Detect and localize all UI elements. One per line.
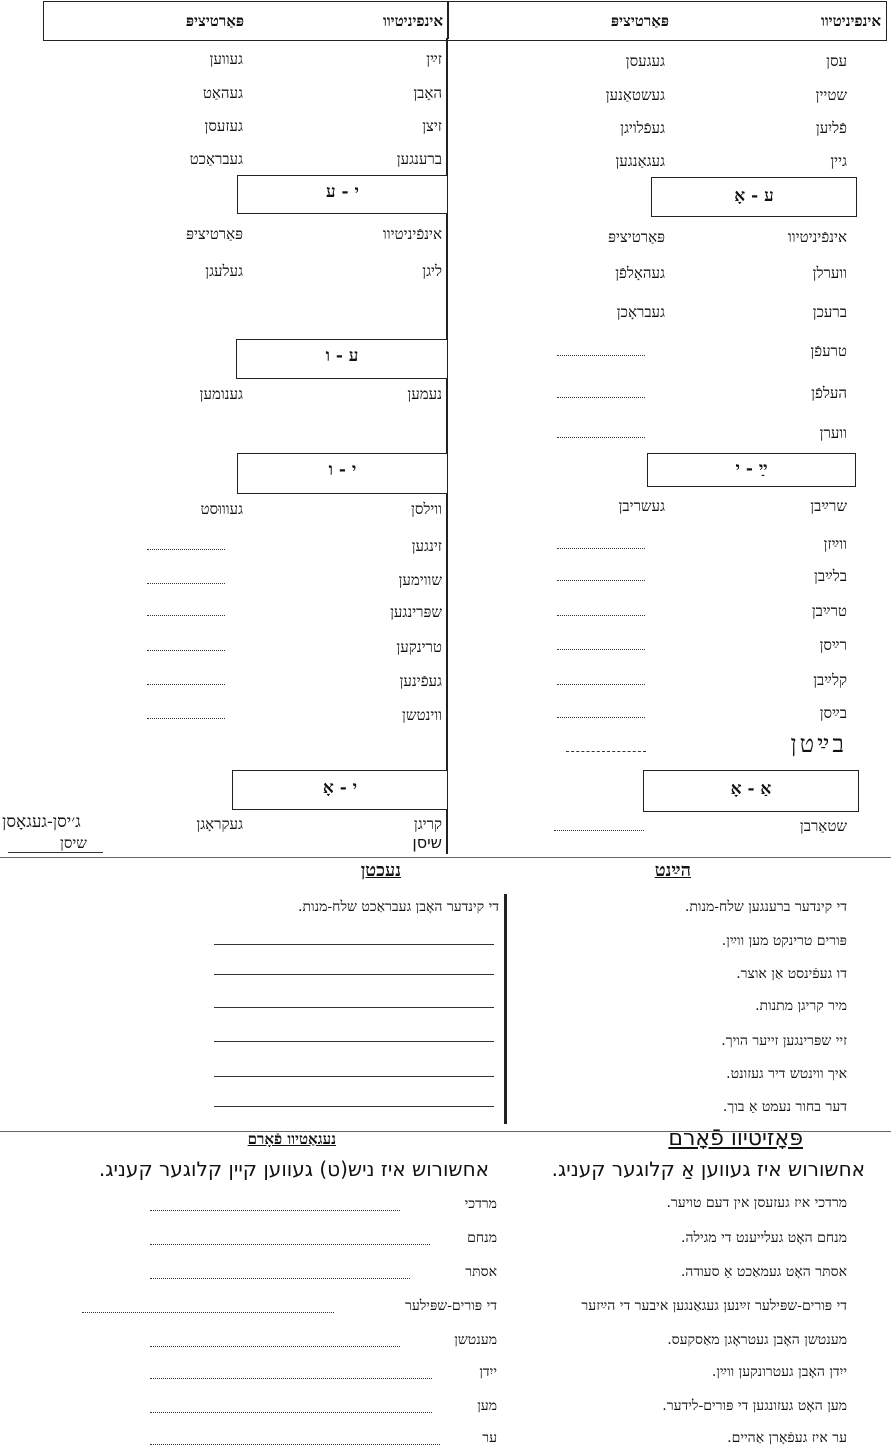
verb-infinitive: ווערלן <box>812 264 847 282</box>
blank-line[interactable] <box>557 684 645 685</box>
answer-line[interactable] <box>214 944 494 945</box>
blank-line[interactable] <box>150 1244 430 1245</box>
section-title-negative: נעגאַטיוו פֿאָרם <box>247 1130 336 1148</box>
sentence: די קינדער ברענגען שלח-מנות. <box>684 899 847 915</box>
verb-infinitive: טרעפֿן <box>810 342 847 360</box>
sentence: דו געפֿינסט אַן אוצר. <box>736 966 847 982</box>
blank-line[interactable] <box>557 355 645 356</box>
vowel-box-label: ע - ו <box>325 346 359 366</box>
verb-infinitive: טרײַבן <box>811 602 847 620</box>
subheader-participle: פּאַרטיציפּ <box>608 228 665 246</box>
negative-subject: מענטשן <box>454 1332 497 1348</box>
sentence: מיר קריגן מתנות. <box>755 998 847 1014</box>
table-center-line <box>446 38 448 854</box>
sentence: מען האָט געזונגען די פּורים-לידער. <box>662 1398 847 1414</box>
sentence: די פּורים-שפּילער זײַנען געגאַנגען איבער די הײַזער <box>581 1298 847 1314</box>
vowel-box-i-o <box>232 770 448 810</box>
verb-participle: געבראַכט <box>189 150 243 168</box>
subheader-participle: פּאַרטיציפּ <box>186 225 243 243</box>
handwritten-verb: בײַטן <box>790 730 847 758</box>
verb-infinitive: קריגן <box>413 815 442 833</box>
verb-infinitive: ליגן <box>422 262 442 280</box>
verb-infinitive: שווימען <box>398 571 442 589</box>
blank-line[interactable] <box>150 1378 432 1379</box>
blank-line[interactable] <box>150 1346 400 1347</box>
sentence: מענטשן האָבן געטראָגן מאַסקעס. <box>667 1332 847 1348</box>
subheader-infinitive: אינפֿיניטיוו <box>787 228 847 246</box>
verb-infinitive: רײַסן <box>819 636 847 654</box>
negative-subject: מרדכי <box>464 1196 497 1212</box>
section-title-present: הײַנט <box>654 860 691 881</box>
verb-infinitive: שטיין <box>815 86 847 104</box>
sentence: ער איז געפֿאָרן אַהיים. <box>727 1430 847 1446</box>
blank-line[interactable] <box>82 1312 334 1313</box>
handwritten-example: אחשורוש איז געווען אַ קלוגער קעניג. <box>551 1157 865 1181</box>
sentence: ייִדן האָבן געטרונקען ווײַן. <box>711 1364 847 1380</box>
verb-participle: גענומען <box>199 385 243 403</box>
verb-infinitive: ברעכן <box>812 303 847 321</box>
negative-subject: מנחם <box>467 1230 497 1246</box>
verb-infinitive: ווינטשן <box>402 706 442 724</box>
verb-participle: געלעגן <box>205 262 243 280</box>
sentence: פּורים טרינקט מען ווײַן. <box>721 933 847 949</box>
verb-participle: געזעסן <box>204 117 243 135</box>
verb-infinitive: זיצן <box>422 117 442 135</box>
sentence: אסתּר האָט געמאַכט אַ סעודה. <box>680 1264 847 1280</box>
blank-line[interactable] <box>147 583 225 584</box>
negative-subject: די פּורים-שפּילער <box>404 1298 497 1314</box>
vowel-box-a-o <box>643 770 859 812</box>
header-divider <box>447 1 449 39</box>
vowel-box-i-u <box>237 453 448 494</box>
verb-infinitive: זינגען <box>411 537 442 555</box>
verb-infinitive: קלײַבן <box>813 671 847 689</box>
verb-infinitive: גיין <box>830 152 847 170</box>
vowel-box-label: ע - אָ <box>734 186 774 206</box>
vowel-box-i-e <box>237 175 448 214</box>
verb-participle: געהאַט <box>202 84 243 102</box>
blank-line[interactable] <box>557 548 645 549</box>
blank-line[interactable] <box>557 717 645 718</box>
blank-line[interactable] <box>150 1210 400 1211</box>
handwritten-example: אחשורוש איז ניש(ט) געווען קיין קלוגער קעניג. <box>98 1157 489 1181</box>
column-divider <box>504 894 507 1124</box>
blank-line[interactable] <box>566 751 646 752</box>
verb-infinitive: האָבן <box>413 84 442 102</box>
verb-participle: געווען <box>209 50 243 68</box>
blank-line[interactable] <box>554 830 644 831</box>
negative-subject: מען <box>477 1398 497 1414</box>
verb-participle: געוווּסט <box>200 500 243 518</box>
answer-line[interactable] <box>214 1106 494 1107</box>
verb-participle: געפֿלויגן <box>620 119 665 137</box>
blank-line[interactable] <box>557 580 645 581</box>
vowel-box-label: י - אָ <box>322 778 358 798</box>
negative-subject: ער <box>482 1430 497 1446</box>
answer-line[interactable] <box>214 1041 494 1042</box>
section-divider <box>0 857 891 858</box>
sentence: די קינדער האָבן געבראַכט שלח-מנות. <box>298 899 499 915</box>
verb-infinitive: העלפֿן <box>811 384 847 402</box>
header-right-participle: פּאַרטיציפּ <box>610 12 669 30</box>
section-title-positive: פּאָזיטיוו פֿאָרם <box>668 1126 803 1151</box>
sentence: מנחם האָט געלייענט די מגילה. <box>681 1230 847 1246</box>
vowel-box-label: אַ - אָ <box>730 779 772 799</box>
blank-line[interactable] <box>557 615 645 616</box>
header-right-infinitive: אינפיניטיוו <box>820 12 881 30</box>
verb-infinitive: שטאַרבן <box>799 817 847 835</box>
verb-infinitive: בײַסן <box>819 704 847 722</box>
verb-participle: געשטאַנען <box>605 86 665 104</box>
vowel-box-label: י - ע <box>326 182 359 202</box>
answer-line[interactable] <box>214 1007 494 1008</box>
verb-participle: געבראָכן <box>616 303 665 321</box>
blank-line[interactable] <box>150 1278 410 1279</box>
header-left-infinitive: אינפיניטיוו <box>382 12 443 30</box>
verb-infinitive: בלײַבן <box>814 567 847 585</box>
vowel-box-label: י - ו <box>328 460 357 480</box>
verb-participle: געגאַנגען <box>615 152 665 170</box>
sentence: איך ווינטש דיר געזונט. <box>726 1066 847 1082</box>
blank-line[interactable] <box>147 615 225 616</box>
verb-infinitive: שפּרינגען <box>390 603 442 621</box>
sentence: זיי שפּרינגען זייער הויך. <box>721 1033 847 1049</box>
blank-line[interactable] <box>147 549 225 550</box>
answer-line[interactable] <box>214 1076 494 1077</box>
verb-infinitive: זײַן <box>426 50 442 68</box>
verb-infinitive: ווײַזן <box>823 535 847 553</box>
blank-line[interactable] <box>147 650 225 651</box>
verb-participle: געהאָלפֿן <box>615 264 665 282</box>
vowel-box-ay-i <box>647 453 856 487</box>
margin-underline <box>8 852 103 853</box>
vowel-box-label: ײַ - י <box>735 459 768 479</box>
verb-infinitive: טרינקען <box>396 638 442 656</box>
margin-note: שיסן <box>60 834 87 852</box>
blank-line[interactable] <box>150 1444 440 1445</box>
blank-line[interactable] <box>557 397 645 398</box>
vowel-box-e-a <box>651 177 857 217</box>
verb-participle: געשריבן <box>618 497 665 515</box>
margin-note: ג׳יסן-געגאָסן <box>2 812 81 832</box>
verb-infinitive: שרײַבן <box>810 497 847 515</box>
sentence: מרדכי איז געזעסן אין דעם טויער. <box>666 1195 847 1211</box>
verb-infinitive: געפֿינען <box>399 672 442 690</box>
verb-infinitive: ברענגען <box>396 150 442 168</box>
verb-participle: געגעסן <box>625 52 665 70</box>
sentence: דער בחור נעמט אַ בוך. <box>722 1099 847 1115</box>
verb-infinitive: פֿליִען <box>815 119 847 137</box>
blank-line[interactable] <box>557 649 645 650</box>
verb-participle: געקראָגן <box>196 815 243 833</box>
verb-infinitive: נעמען <box>407 385 442 403</box>
section-title-past: נעכטן <box>360 860 401 881</box>
subheader-infinitive: אינפֿיניטיוו <box>382 225 442 243</box>
answer-line[interactable] <box>214 974 494 975</box>
negative-subject: ייִדן <box>479 1364 497 1380</box>
verb-infinitive: עסן <box>826 52 847 70</box>
negative-subject: אסתּר <box>465 1264 497 1280</box>
handwritten-verb: שיסן <box>412 833 442 852</box>
vowel-box-e-u <box>236 339 448 379</box>
blank-line[interactable] <box>147 684 225 685</box>
verb-infinitive: ווילסן <box>411 500 442 518</box>
header-left-participle: פּאַרטיציפּ <box>185 12 244 30</box>
table-header <box>43 1 887 41</box>
blank-line[interactable] <box>147 718 225 719</box>
blank-line[interactable] <box>150 1412 432 1413</box>
blank-line[interactable] <box>557 437 645 438</box>
verb-infinitive: ווערן <box>819 424 847 442</box>
